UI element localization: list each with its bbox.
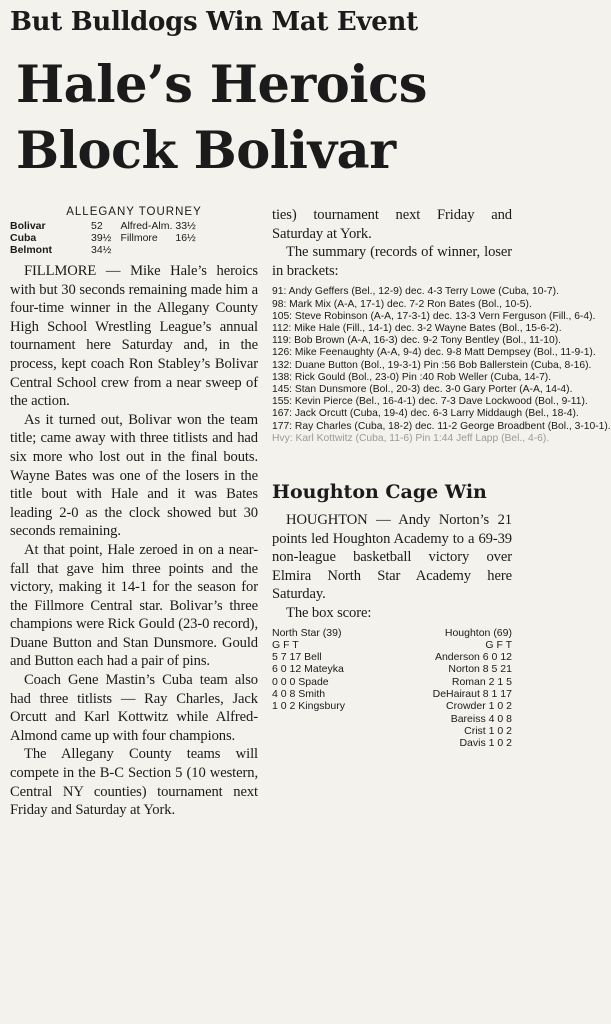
left-column xyxy=(10,206,258,819)
result-line: 112: Mike Hale (Fill., 14-1) dec. 3-2 Wayne Bates (Bol., 15-6-2). xyxy=(272,322,562,334)
team-name: Alfred-Alm. xyxy=(120,220,173,232)
tourney-standings xyxy=(10,220,199,256)
story-paragraph: The Allegany County teams will compete in the B-C Section 5 (10 western, Central NY counties) tournament next Friday and Saturday at York. xyxy=(10,746,258,819)
standings-row xyxy=(10,220,199,232)
result-line: 119: Bob Brown (A-A, 16-3) dec. 9-2 Tony Bentley (Bol., 11-10). xyxy=(272,335,562,347)
player-line: 6 0 12 Mateyka xyxy=(272,663,344,676)
summary-intro: The summary (records of winner, loser in brackets: xyxy=(272,244,512,279)
box-score xyxy=(272,627,512,750)
result-line: 155: Kevin Pierce (Bel., 16-4-1) dec. 7-3 Dave Lockwood (Bol., 9-11). xyxy=(272,396,588,408)
result-line: 138: Rick Gould (Bol., 23-0) Pin :40 Rob Weller (Cuba, 14-7). xyxy=(272,371,552,383)
team-score: 39½ xyxy=(91,232,112,244)
player-line: Anderson 6 0 12 xyxy=(434,651,512,664)
results-summary xyxy=(272,286,611,445)
team-score: 34½ xyxy=(91,244,112,256)
story-body xyxy=(10,262,258,819)
result-line: 98: Mark Mix (A-A, 17-1) dec. 7-2 Ron Bates (Bol., 10-5). xyxy=(272,298,532,310)
cage-paragraph: HOUGHTON — Andy Norton’s 21 points led Houghton Academy to a 69-39 non-league basketball victory over Elmira North Star Academy here Saturday. xyxy=(272,512,512,603)
box-score-intro: The box score: xyxy=(286,604,372,621)
result-line: 177: Ray Charles (Cuba, 18-2) dec. 11-2 George Broadbent (Bol., 3-10-1). xyxy=(272,420,611,432)
player-line: Bareiss 4 0 8 xyxy=(450,712,512,725)
result-line: 91: Andy Geffers (Bel., 12-9) dec. 4-3 Terry Lowe (Cuba, 10-7). xyxy=(272,286,559,298)
tourney-title: ALLEGANY TOURNEY xyxy=(66,206,202,218)
headline-line-1: Hale’s Heroics xyxy=(16,55,427,115)
story-continuation xyxy=(272,206,512,280)
stat-header: G F T xyxy=(272,638,299,651)
box-score-left-team xyxy=(272,627,384,750)
standings-row xyxy=(10,244,199,256)
right-column xyxy=(272,206,611,750)
team-header: Houghton (69) xyxy=(444,626,512,639)
player-line: Roman 2 1 5 xyxy=(451,675,512,688)
player-line: DeHairaut 8 1 17 xyxy=(432,688,512,701)
team-name: Bolivar xyxy=(10,220,46,232)
standings-row xyxy=(10,232,199,244)
team-score: 16½ xyxy=(175,232,196,244)
team-header: North Star (39) xyxy=(272,626,342,639)
player-line: Crowder 1 0 2 xyxy=(446,700,512,713)
player-line: 1 0 2 Kingsbury xyxy=(272,700,345,713)
main-headline xyxy=(16,52,516,184)
cage-headline: Houghton Cage Win xyxy=(272,481,487,504)
team-score: 52 xyxy=(91,220,103,232)
team-name: Belmont xyxy=(10,244,52,256)
result-line: 126: Mike Feenaughty (A-A, 9-4) dec. 9-8 Matt Dempsey (Bol., 11-9-1). xyxy=(272,347,596,359)
result-line: 167: Jack Orcutt (Cuba, 19-4) dec. 6-3 Larry Middaugh (Bel., 18-4). xyxy=(272,408,579,420)
result-line: Hvy: Karl Kottwitz (Cuba, 11-6) Pin 1:44 Jeff Lapp (Bel., 4-6). xyxy=(272,432,550,444)
team-name: Cuba xyxy=(10,232,37,244)
stat-header: G F T xyxy=(485,638,512,651)
result-line: 145: Stan Dunsmore (Bol., 20-3) dec. 3-0 Gary Porter (A-A, 14-4). xyxy=(272,384,573,395)
team-score xyxy=(175,244,198,256)
box-score-right-team xyxy=(400,627,512,750)
player-line: 5 7 17 Bell xyxy=(272,651,322,664)
story-paragraph: At that point, Hale zeroed in on a near-fall that gave him three points and the victory, making it 14-1 for the season for the Fillmore Central star. Bolivar’s three champions were Rick Gould (23-0 record), Duane Button and Stan Dunsmore. Gould and Button each had a pair of pins. xyxy=(10,541,258,670)
result-line: 105: Steve Robinson (A-A, 17-3-1) dec. 13-3 Vern Ferguson (Fill., 6-4). xyxy=(272,310,596,322)
kicker-headline: But Bulldogs Win Mat Event xyxy=(10,7,418,37)
result-line: 132: Duane Button (Bol., 19-3-1) Pin :56 Bob Ballerstein (Cuba, 8-16). xyxy=(272,359,592,371)
player-line: Norton 8 5 21 xyxy=(448,663,512,676)
player-line: 0 0 0 Spade xyxy=(272,675,329,688)
story-paragraph: FILLMORE — Mike Hale’s heroics with but 30 seconds remaining made him a four-time winner in the Allegany County High School Wrestling League’s annual tournament here Saturday and, in the process, kept coach Ron Stabley’s Bolivar Central School crew from a near sweep of the action. xyxy=(10,263,258,410)
story-continued-text: ties) tournament next Friday and Saturday at York. xyxy=(272,207,512,242)
story-paragraph: Coach Gene Mastin’s Cuba team also had three titlists — Ray Charles, Jack Orcutt and Karl Kottwitz while Alfred-Almond came up with four champions. xyxy=(10,672,258,744)
story-paragraph: As it turned out, Bolivar won the team title; came away with three titlists and had six more who lost out in the final bouts. Wayne Bates was one of the losers in the title bout with Hale and it was Bates leading 2-0 as the clock showed but 30 seconds remaining. xyxy=(10,411,258,540)
team-name: Fillmore xyxy=(120,232,158,244)
player-line: 4 0 8 Smith xyxy=(272,688,326,701)
headline-line-2: Block Bolivar xyxy=(16,121,396,181)
player-line: Davis 1 0 2 xyxy=(459,737,512,750)
player-line: Crist 1 0 2 xyxy=(464,724,512,737)
cage-story xyxy=(272,511,512,623)
team-name xyxy=(114,244,175,256)
team-score: 33½ xyxy=(175,220,196,232)
